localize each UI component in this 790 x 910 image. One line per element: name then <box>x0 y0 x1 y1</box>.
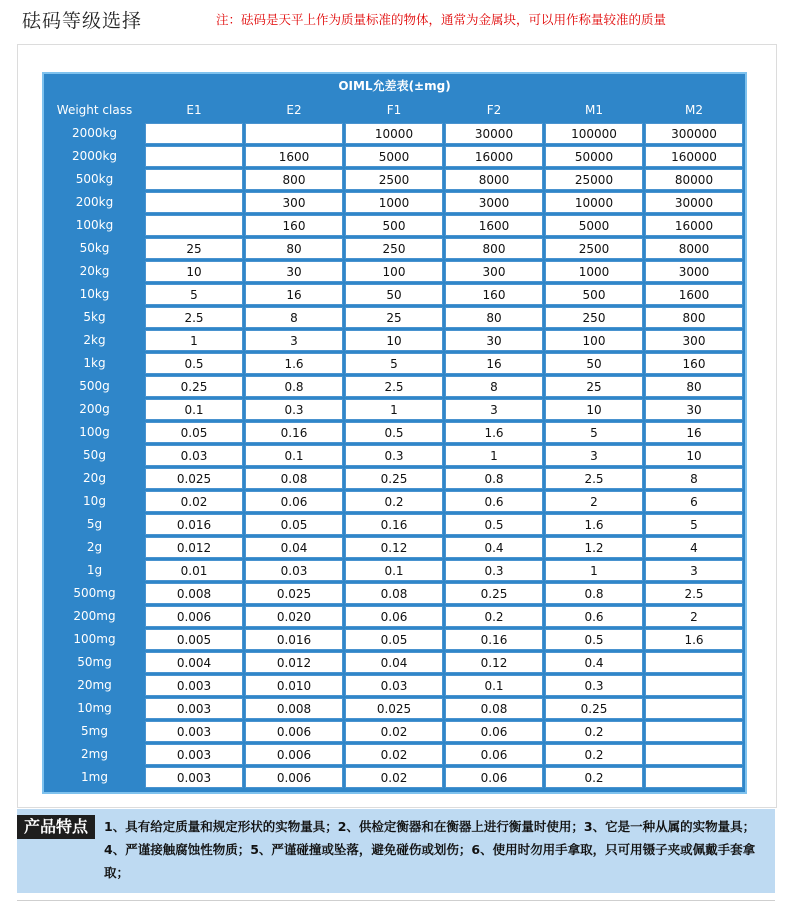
tolerance-cell: 0.06 <box>445 744 543 765</box>
tolerance-cell: 160 <box>245 215 343 236</box>
tolerance-cell: 0.010 <box>245 675 343 696</box>
tolerance-cell: 0.05 <box>145 422 243 443</box>
weight-class-cell: 1mg <box>46 767 143 788</box>
tolerance-cell: 160000 <box>645 146 743 167</box>
weight-class-cell: 200g <box>46 399 143 420</box>
table-title: OIML允差表(±mg) <box>338 79 451 93</box>
table-row <box>46 491 743 512</box>
tolerance-cell: 2 <box>645 606 743 627</box>
tolerance-cell <box>145 169 243 190</box>
tolerance-cell: 0.03 <box>245 560 343 581</box>
tolerance-cell: 800 <box>245 169 343 190</box>
tolerance-cell: 0.012 <box>245 652 343 673</box>
tolerance-cell: 0.4 <box>445 537 543 558</box>
tolerance-cell: 0.02 <box>345 744 443 765</box>
weight-class-cell: 100kg <box>46 215 143 236</box>
tolerance-cell: 0.025 <box>345 698 443 719</box>
tolerance-cell: 0.05 <box>345 629 443 650</box>
tolerance-cell: 0.5 <box>345 422 443 443</box>
tolerance-cell: 0.025 <box>245 583 343 604</box>
tolerance-cell: 1000 <box>545 261 643 282</box>
table-row <box>46 468 743 489</box>
tolerance-cell: 3000 <box>645 261 743 282</box>
tolerance-cell: 300 <box>245 192 343 213</box>
tolerance-cell: 10000 <box>545 192 643 213</box>
tolerance-cell: 0.005 <box>145 629 243 650</box>
table-row <box>46 261 743 282</box>
weight-class-cell: 50kg <box>46 238 143 259</box>
weight-class-cell: 2mg <box>46 744 143 765</box>
table-row <box>46 146 743 167</box>
table-row <box>46 445 743 466</box>
tolerance-cell: 50000 <box>545 146 643 167</box>
tolerance-cell: 160 <box>645 353 743 374</box>
tolerance-cell: 2.5 <box>145 307 243 328</box>
tolerance-cell: 30000 <box>645 192 743 213</box>
tolerance-cell: 160 <box>445 284 543 305</box>
tolerance-cell: 0.2 <box>345 491 443 512</box>
weight-class-cell: 50mg <box>46 652 143 673</box>
table-row <box>46 560 743 581</box>
weight-class-cell: 2kg <box>46 330 143 351</box>
table-row <box>46 307 743 328</box>
tolerance-cell: 1 <box>345 399 443 420</box>
tolerance-cell: 0.8 <box>245 376 343 397</box>
tolerance-cell: 10 <box>145 261 243 282</box>
tolerance-cell: 0.12 <box>345 537 443 558</box>
table-row <box>46 353 743 374</box>
table-row <box>46 721 743 742</box>
tolerance-cell: 0.1 <box>145 399 243 420</box>
tolerance-cell: 30 <box>445 330 543 351</box>
tolerance-cell: 3 <box>445 399 543 420</box>
tolerance-cell: 0.003 <box>145 698 243 719</box>
tolerance-cell: 0.006 <box>245 767 343 788</box>
tolerance-cell: 10 <box>345 330 443 351</box>
tolerance-cell: 2500 <box>345 169 443 190</box>
table-row <box>46 767 743 788</box>
tolerance-cell <box>645 652 743 673</box>
tolerance-cell: 0.006 <box>145 606 243 627</box>
tolerance-cell: 5000 <box>545 215 643 236</box>
tolerance-cell: 300 <box>645 330 743 351</box>
tolerance-cell: 8000 <box>445 169 543 190</box>
table-row <box>46 537 743 558</box>
tolerance-cell: 250 <box>545 307 643 328</box>
tolerance-cell: 0.4 <box>545 652 643 673</box>
tolerance-cell: 0.006 <box>245 744 343 765</box>
tolerance-cell: 0.1 <box>345 560 443 581</box>
weight-class-cell: 20mg <box>46 675 143 696</box>
tolerance-cell: 800 <box>445 238 543 259</box>
tolerance-cell: 0.003 <box>145 767 243 788</box>
tolerance-cell: 3 <box>645 560 743 581</box>
weight-class-cell: 50g <box>46 445 143 466</box>
table-row <box>46 169 743 190</box>
tolerance-cell: 0.06 <box>245 491 343 512</box>
tolerance-cell: 250 <box>345 238 443 259</box>
column-header: E2 <box>245 100 343 121</box>
table-row <box>46 123 743 144</box>
table-row <box>46 330 743 351</box>
tolerance-cell: 100 <box>545 330 643 351</box>
tolerance-cell: 0.008 <box>145 583 243 604</box>
weight-class-cell: 100g <box>46 422 143 443</box>
tolerance-cell <box>145 192 243 213</box>
tolerance-cell: 0.003 <box>145 675 243 696</box>
tolerance-cell: 5 <box>145 284 243 305</box>
tolerance-cell: 2 <box>545 491 643 512</box>
tolerance-cell: 0.3 <box>445 560 543 581</box>
weight-class-cell: 500mg <box>46 583 143 604</box>
tolerance-cell: 0.5 <box>445 514 543 535</box>
tolerance-cell <box>145 215 243 236</box>
tolerance-cell: 16 <box>645 422 743 443</box>
tolerance-cell: 0.1 <box>445 675 543 696</box>
table-row <box>46 399 743 420</box>
table-row <box>46 376 743 397</box>
column-header: E1 <box>145 100 243 121</box>
tolerance-cell: 0.8 <box>545 583 643 604</box>
table-row <box>46 606 743 627</box>
tolerance-cell: 80000 <box>645 169 743 190</box>
weight-class-cell: 5mg <box>46 721 143 742</box>
tolerance-cell: 30000 <box>445 123 543 144</box>
column-header: F2 <box>445 100 543 121</box>
tolerance-cell: 0.03 <box>345 675 443 696</box>
table-row <box>46 698 743 719</box>
tolerance-cell: 8000 <box>645 238 743 259</box>
tolerance-cell: 8 <box>445 376 543 397</box>
tolerance-cell: 0.06 <box>345 606 443 627</box>
tolerance-cell: 25 <box>545 376 643 397</box>
table-row <box>46 675 743 696</box>
tolerance-cell: 0.03 <box>145 445 243 466</box>
tolerance-cell: 1000 <box>345 192 443 213</box>
tolerance-cell: 0.003 <box>145 721 243 742</box>
tolerance-cell: 30 <box>645 399 743 420</box>
table-row <box>46 238 743 259</box>
tolerance-cell: 0.2 <box>545 721 643 742</box>
features-label: 产品特点 <box>17 815 95 839</box>
tolerance-cell: 16 <box>445 353 543 374</box>
tolerance-cell: 16000 <box>445 146 543 167</box>
tolerance-cell: 800 <box>645 307 743 328</box>
tolerance-cell <box>645 675 743 696</box>
tolerance-cell: 80 <box>245 238 343 259</box>
tolerance-cell: 1600 <box>645 284 743 305</box>
tolerance-cell: 5 <box>645 514 743 535</box>
tolerance-cell: 1.6 <box>545 514 643 535</box>
weight-class-cell: 10mg <box>46 698 143 719</box>
tolerance-cell: 80 <box>645 376 743 397</box>
tolerance-cell: 16000 <box>645 215 743 236</box>
tolerance-cell: 1.6 <box>645 629 743 650</box>
tolerance-cell: 0.025 <box>145 468 243 489</box>
tolerance-cell <box>245 123 343 144</box>
weight-class-cell: 10kg <box>46 284 143 305</box>
tolerance-cell: 0.08 <box>245 468 343 489</box>
tolerance-cell: 0.2 <box>545 744 643 765</box>
tolerance-cell: 0.5 <box>145 353 243 374</box>
weight-class-cell: 2000kg <box>46 146 143 167</box>
tolerance-cell: 500 <box>345 215 443 236</box>
tolerance-cell: 5 <box>545 422 643 443</box>
tolerance-cell: 25 <box>145 238 243 259</box>
features-text: 1、具有给定质量和规定形状的实物量具；2、供检定衡器和在衡器上进行衡量时使用；3、它是一种从属的实物量具；4、严谨接触腐蚀性物质；5、严谨碰撞或坠落，避免碰伤或划伤；6、使用时勿用手拿取，只可用镊子夹或佩戴手套拿取； <box>104 819 756 880</box>
tolerance-cell: 0.04 <box>345 652 443 673</box>
tolerance-cell: 0.2 <box>545 767 643 788</box>
tolerance-cell: 0.02 <box>145 491 243 512</box>
tolerance-cell: 100 <box>345 261 443 282</box>
weight-class-cell: 500kg <box>46 169 143 190</box>
tolerance-cell: 0.02 <box>345 767 443 788</box>
tolerance-cell: 2.5 <box>345 376 443 397</box>
tolerance-cell: 0.16 <box>445 629 543 650</box>
tolerance-cell <box>645 721 743 742</box>
tolerance-cell: 16 <box>245 284 343 305</box>
column-header: M2 <box>645 100 743 121</box>
tolerance-cell: 6 <box>645 491 743 512</box>
tolerance-cell: 0.08 <box>345 583 443 604</box>
tolerance-cell: 0.008 <box>245 698 343 719</box>
tolerance-cell: 1.6 <box>245 353 343 374</box>
tolerance-cell: 8 <box>645 468 743 489</box>
tolerance-cell: 1.6 <box>445 422 543 443</box>
tolerance-cell: 1 <box>445 445 543 466</box>
tolerance-cell: 5 <box>345 353 443 374</box>
tolerance-cell: 3 <box>545 445 643 466</box>
column-header: F1 <box>345 100 443 121</box>
tolerance-cell: 5000 <box>345 146 443 167</box>
tolerance-cell: 0.016 <box>145 514 243 535</box>
features-section <box>17 809 775 893</box>
tolerance-cell: 3 <box>245 330 343 351</box>
tolerance-cell <box>645 698 743 719</box>
weight-class-cell: 10g <box>46 491 143 512</box>
tolerance-cell: 50 <box>545 353 643 374</box>
tolerance-cell: 1600 <box>245 146 343 167</box>
tolerance-cell: 0.12 <box>445 652 543 673</box>
tolerance-cell: 500 <box>545 284 643 305</box>
tolerance-cell: 0.006 <box>245 721 343 742</box>
weight-class-cell: 1g <box>46 560 143 581</box>
tolerance-cell: 0.02 <box>345 721 443 742</box>
tolerance-cell: 0.16 <box>245 422 343 443</box>
tolerance-cell: 0.01 <box>145 560 243 581</box>
column-header: M1 <box>545 100 643 121</box>
tolerance-cell: 1 <box>145 330 243 351</box>
column-header: Weight class <box>46 100 143 121</box>
tolerance-cell: 0.25 <box>545 698 643 719</box>
table-header-row <box>46 100 743 121</box>
tolerance-cell: 0.6 <box>545 606 643 627</box>
tolerance-cell: 8 <box>245 307 343 328</box>
tolerance-cell: 0.6 <box>445 491 543 512</box>
tolerance-cell: 300 <box>445 261 543 282</box>
table-row <box>46 422 743 443</box>
tolerance-cell: 4 <box>645 537 743 558</box>
weight-class-cell: 2g <box>46 537 143 558</box>
tolerance-cell: 1600 <box>445 215 543 236</box>
page-title: 砝码等级选择 <box>22 10 143 32</box>
tolerance-cell: 10 <box>645 445 743 466</box>
tolerance-cell: 2500 <box>545 238 643 259</box>
table-row <box>46 284 743 305</box>
table-row <box>46 215 743 236</box>
table-row <box>46 629 743 650</box>
tolerance-table <box>42 72 747 794</box>
tolerance-cell: 1.2 <box>545 537 643 558</box>
tolerance-cell: 0.3 <box>545 675 643 696</box>
weight-class-cell: 1kg <box>46 353 143 374</box>
tolerance-cell: 0.004 <box>145 652 243 673</box>
tolerance-cell: 50 <box>345 284 443 305</box>
tolerance-cell: 0.25 <box>445 583 543 604</box>
tolerance-cell: 25000 <box>545 169 643 190</box>
tolerance-cell: 10000 <box>345 123 443 144</box>
tolerance-cell: 2.5 <box>645 583 743 604</box>
notice-text: 注：砝码是天平上作为质量标准的物体，通常为金属块，可以用作称量较准的质量 <box>216 12 667 27</box>
tolerance-cell: 0.016 <box>245 629 343 650</box>
tolerance-cell: 80 <box>445 307 543 328</box>
weight-class-cell: 5g <box>46 514 143 535</box>
tolerance-cell: 0.16 <box>345 514 443 535</box>
tolerance-cell <box>645 767 743 788</box>
header <box>0 0 790 44</box>
table-row <box>46 192 743 213</box>
tolerance-cell: 0.04 <box>245 537 343 558</box>
tolerance-cell: 0.8 <box>445 468 543 489</box>
table-row <box>46 652 743 673</box>
tolerance-cell: 0.25 <box>345 468 443 489</box>
tolerance-cell: 25 <box>345 307 443 328</box>
bottom-divider <box>17 900 775 901</box>
tolerance-cell: 0.3 <box>345 445 443 466</box>
tolerance-cell: 0.2 <box>445 606 543 627</box>
weight-class-cell: 5kg <box>46 307 143 328</box>
weight-class-cell: 200kg <box>46 192 143 213</box>
weight-class-cell: 500g <box>46 376 143 397</box>
tolerance-cell: 0.05 <box>245 514 343 535</box>
tolerance-cell: 30 <box>245 261 343 282</box>
tolerance-cell: 0.020 <box>245 606 343 627</box>
tolerance-cell: 0.06 <box>445 767 543 788</box>
tolerance-cell: 0.08 <box>445 698 543 719</box>
tolerance-cell: 0.003 <box>145 744 243 765</box>
tolerance-cell <box>145 146 243 167</box>
tolerance-cell: 0.3 <box>245 399 343 420</box>
weight-class-cell: 20kg <box>46 261 143 282</box>
tolerance-cell: 0.012 <box>145 537 243 558</box>
tolerance-cell: 0.1 <box>245 445 343 466</box>
weight-class-cell: 200mg <box>46 606 143 627</box>
tolerance-cell: 0.06 <box>445 721 543 742</box>
tolerance-cell <box>145 123 243 144</box>
tolerance-cell: 100000 <box>545 123 643 144</box>
table-grid <box>46 100 743 790</box>
tolerance-cell: 2.5 <box>545 468 643 489</box>
tolerance-cell: 10 <box>545 399 643 420</box>
tolerance-cell: 1 <box>545 560 643 581</box>
weight-class-cell: 100mg <box>46 629 143 650</box>
tolerance-cell <box>645 744 743 765</box>
tolerance-cell: 0.25 <box>145 376 243 397</box>
tolerance-cell: 3000 <box>445 192 543 213</box>
weight-class-cell: 2000kg <box>46 123 143 144</box>
weight-class-cell: 20g <box>46 468 143 489</box>
table-row <box>46 514 743 535</box>
table-row <box>46 744 743 765</box>
tolerance-cell: 0.5 <box>545 629 643 650</box>
table-row <box>46 583 743 604</box>
tolerance-cell: 300000 <box>645 123 743 144</box>
